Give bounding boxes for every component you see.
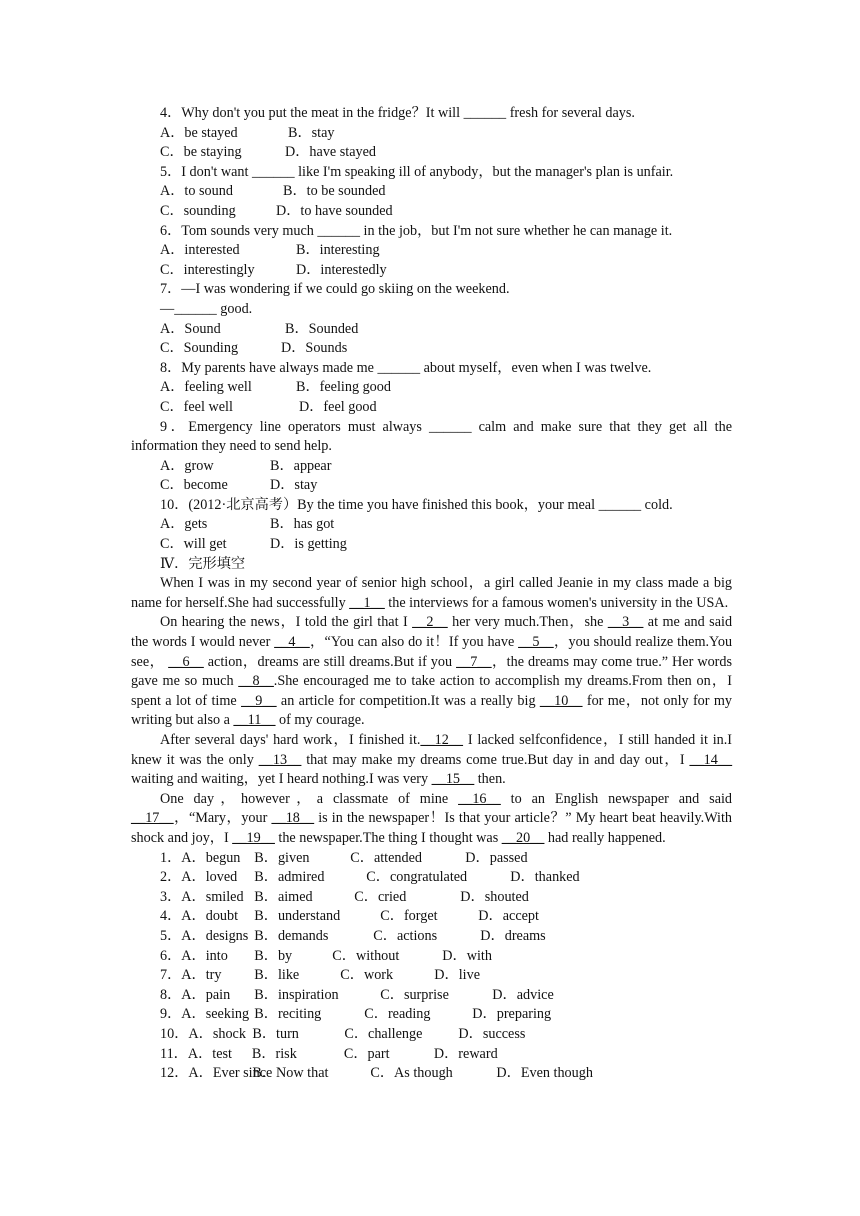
option-c: C．be staying (160, 144, 242, 161)
blank-14: __14__ (689, 751, 733, 768)
question-7-options-ab (131, 320, 732, 340)
option-a: A．Sound (160, 320, 221, 337)
question-6-options-cd (131, 261, 732, 281)
option-b: B．interesting (296, 242, 380, 259)
blank-18: __18__ (271, 810, 315, 827)
option-c: C．become (160, 477, 228, 494)
option-b: B．appear (270, 457, 332, 474)
passage-paragraph-2: On hearing the news，I told the girl that I __2__ her very much.Then，she __3__ at me and said the words I would never __4__，“You can also do it！If you have __5__，you should realize them.You see， __6__ action，dreams are still dreams.But if you __7__，the dreams may come true.” Her words gave me so much __8__.She encouraged me to take action to accomplish my dreams.From then on，I spent a lot of time __9__ an article for competition.It was a really big __10__ for me，not only for my writing but also a __11__ of my courage. (131, 614, 733, 729)
blank-13: __13__ (258, 751, 302, 768)
option-a: A．interested (160, 242, 240, 259)
cloze-option-b: B．turn (252, 1025, 299, 1042)
cloze-option-b: B．given (254, 849, 310, 866)
cloze-option-b: B．like (254, 967, 300, 984)
option-c: C．interestingly (160, 261, 255, 278)
cloze-option-number: 11． (160, 1045, 188, 1062)
cloze-option-b: B．inspiration (254, 986, 339, 1003)
blank-4: __4__ (274, 634, 310, 651)
question-6-stem: 6．Tom sounds very much ______ in the job，but I'm not sure whether he can manage it. (160, 222, 673, 239)
blank-10: __10__ (539, 692, 583, 709)
cloze-option-b: B．reciting (254, 1006, 322, 1023)
cloze-option-d: D．Even though (496, 1065, 593, 1082)
option-b: B．has got (270, 516, 335, 533)
cloze-option-a: A．into (181, 947, 228, 964)
blank-7: __7__ (456, 653, 492, 670)
option-d: D．Sounds (281, 340, 348, 357)
cloze-options-list (131, 849, 732, 1084)
option-d: D．have stayed (285, 144, 377, 161)
option-a: A．to sound (160, 183, 233, 200)
cloze-option-row (131, 947, 732, 967)
cloze-option-d: D．reward (433, 1045, 498, 1062)
question-9-options-ab (131, 457, 732, 477)
blank-1: __1__ (349, 594, 385, 611)
section-title: Ⅳ．完形填空 (160, 555, 246, 572)
blank-8: __8__ (238, 673, 274, 690)
cloze-option-b: B．risk (251, 1045, 297, 1062)
cloze-option-number: 2． (160, 869, 182, 886)
question-6-options-ab (131, 241, 732, 261)
option-b: B．to be sounded (283, 183, 386, 200)
cloze-option-a: A．doubt (181, 908, 239, 925)
cloze-option-number: 5． (160, 927, 182, 944)
cloze-option-a: A．designs (181, 927, 249, 944)
passage-paragraph-4: One day，however，a classmate of mine __16__ to an English newspaper and said __17__，“Mary，your __18__ is in the newspaper！Is that your article？” My heart beat heavily.With shock and joy，I __19__ the newspaper.The thing I thought was __20__ had really happened. (131, 790, 733, 846)
option-c: C．sounding (160, 202, 236, 219)
cloze-option-c: C．surprise (380, 986, 449, 1003)
cloze-option-number: 1． (160, 849, 182, 866)
blank-3: __3__ (607, 614, 644, 631)
cloze-option-a: A．seeking (181, 1006, 250, 1023)
option-c: C．will get (160, 536, 227, 553)
option-b: B．stay (288, 124, 335, 141)
document-content (131, 104, 732, 1084)
cloze-option-row (131, 1005, 732, 1025)
question-8-options-ab (131, 378, 732, 398)
question-8-stem: 8．My parents have always made me ______ about myself，even when I was twelve. (160, 359, 652, 376)
cloze-option-number: 10． (160, 1025, 189, 1042)
cloze-option-row (131, 1045, 732, 1065)
cloze-option-a: A．begun (181, 849, 241, 866)
cloze-option-c: C．challenge (344, 1025, 423, 1042)
question-4-stem: 4．Why don't you put the meat in the fridge？It will ______ fresh for several days. (160, 105, 635, 121)
option-c: C．Sounding (160, 340, 239, 357)
cloze-option-a: A．smiled (181, 888, 244, 905)
cloze-option-number: 3． (160, 888, 182, 905)
question-7-options-cd (131, 339, 732, 359)
cloze-option-b: B．admired (254, 869, 325, 886)
cloze-option-d: D．passed (465, 849, 528, 866)
blank-6: __6__ (168, 653, 204, 670)
cloze-option-a: A．Ever since (188, 1065, 273, 1082)
cloze-option-d: D．preparing (472, 1006, 552, 1023)
option-d: D．is getting (270, 536, 347, 553)
cloze-option-b: B．aimed (254, 888, 313, 905)
question-5-options-ab (131, 182, 732, 202)
question-8-options-cd (131, 398, 732, 418)
blank-19: __19__ (232, 829, 275, 846)
question-5-options-cd (131, 202, 732, 222)
cloze-option-c: C．work (340, 967, 394, 984)
question-5-stem: 5．I don't want ______ like I'm speaking ill of anybody，but the manager's plan is unfair. (160, 163, 674, 180)
cloze-option-row (131, 966, 732, 986)
option-d: D．interestedly (296, 261, 387, 278)
option-d: D．stay (270, 477, 318, 494)
cloze-option-number: 7． (160, 967, 182, 984)
cloze-option-a: A．test (187, 1045, 232, 1062)
cloze-option-b: B．Now that (252, 1065, 329, 1082)
cloze-option-row (131, 907, 732, 927)
question-10-options-ab (131, 515, 732, 535)
question-9-stem: 9．Emergency line operators must always ______ calm and make sure that they get all the information they need to send help. (131, 418, 732, 455)
cloze-option-c: C．cried (354, 888, 407, 905)
question-4-options-ab (131, 124, 732, 144)
cloze-option-a: A．pain (181, 986, 231, 1003)
option-a: A．be stayed (160, 124, 238, 141)
cloze-option-number: 9． (160, 1006, 182, 1023)
cloze-option-number: 8． (160, 986, 182, 1003)
cloze-option-a: A．shock (188, 1025, 246, 1042)
cloze-option-d: D．advice (492, 986, 554, 1003)
blank-12: __12__ (420, 732, 464, 748)
cloze-option-number: 6． (160, 947, 182, 964)
cloze-option-row (131, 888, 732, 908)
option-b: B．Sounded (285, 320, 359, 337)
option-c: C．feel well (160, 398, 233, 415)
cloze-option-c: C．forget (380, 908, 438, 925)
cloze-option-c: C．reading (364, 1006, 431, 1023)
cloze-option-row (131, 849, 732, 869)
option-b: B．feeling good (296, 379, 391, 396)
cloze-option-c: C．actions (373, 927, 438, 944)
passage-paragraph-1: When I was in my second year of senior high school，a girl called Jeanie in my class made a big name for herself.She had successfully __1__ the interviews for a famous women's university in the USA. (131, 575, 732, 611)
cloze-option-c: C．without (332, 947, 400, 964)
option-d: D．to have sounded (276, 202, 393, 219)
cloze-option-d: D．dreams (480, 927, 546, 944)
option-d: D．feel good (299, 398, 377, 415)
blank-2: __2__ (412, 614, 448, 631)
blank-17: __17__ (131, 810, 174, 827)
cloze-option-c: C．part (343, 1045, 390, 1062)
cloze-option-d: D．live (434, 967, 481, 984)
question-7-reply: —______ good. (160, 300, 253, 317)
cloze-option-c: C．congratulated (366, 869, 468, 886)
option-a: A．grow (160, 457, 214, 474)
blank-20: __20__ (501, 829, 545, 846)
cloze-option-d: D．success (458, 1025, 526, 1042)
cloze-option-row (131, 868, 732, 888)
cloze-option-d: D．accept (478, 908, 539, 925)
cloze-option-row (131, 927, 732, 947)
cloze-option-c: C．As though (370, 1065, 453, 1082)
cloze-option-number: 4． (160, 908, 182, 925)
cloze-option-a: A．loved (181, 869, 238, 886)
cloze-option-b: B．demands (254, 927, 329, 944)
blank-16: __16__ (458, 790, 501, 807)
blank-15: __15__ (431, 771, 475, 788)
cloze-option-row (131, 1064, 732, 1084)
question-10-options-cd (131, 535, 732, 555)
cloze-option-row (131, 1025, 732, 1045)
cloze-option-number: 12． (160, 1065, 189, 1082)
cloze-option-row (131, 986, 732, 1006)
cloze-option-c: C．attended (350, 849, 423, 866)
blank-11: __11__ (233, 712, 276, 729)
passage-paragraph-3: After several days' hard work，I finished it.__12__ I lacked selfconfidence，I still handed it in.I knew it was the only __13__ that may make my dreams come true.But day in and day out，I __14__ waiting and waiting，yet I heard nothing.I was very __15__ then. (131, 732, 733, 788)
cloze-option-b: B．understand (254, 908, 341, 925)
option-a: A．gets (160, 516, 208, 533)
question-4-options-cd (131, 143, 732, 163)
cloze-option-d: D．with (442, 947, 492, 964)
blank-9: __9__ (241, 692, 277, 709)
cloze-option-d: D．shouted (460, 888, 529, 905)
cloze-option-a: A．try (181, 967, 222, 984)
question-10-stem: 10．(2012·北京高考）By the time you have finished this book，your meal ______ cold. (160, 496, 673, 513)
cloze-option-b: B．by (254, 947, 293, 964)
option-a: A．feeling well (160, 379, 252, 396)
question-7-stem: 7．—I was wondering if we could go skiing on the weekend. (160, 281, 510, 298)
question-9-options-cd (131, 476, 732, 496)
cloze-option-d: D．thanked (510, 869, 580, 886)
blank-5: __5__ (518, 634, 554, 651)
